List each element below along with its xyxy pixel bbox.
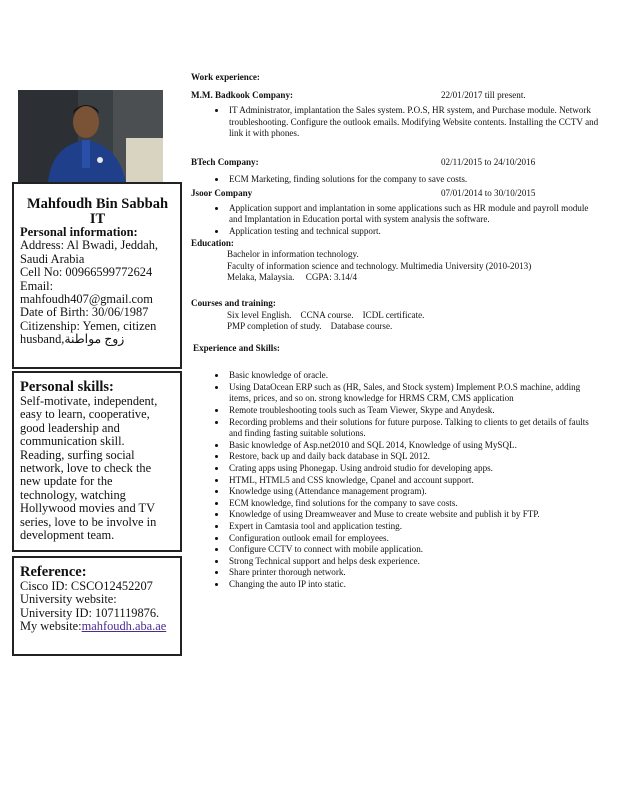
personal-line: Address: Al Bwadi, Jeddah, bbox=[20, 238, 159, 253]
skill-item: • ECM knowledge, find solutions for the company to save costs. bbox=[227, 498, 601, 510]
personal-skills-box bbox=[12, 371, 182, 552]
skill-item: • Basic knowledge of oracle. bbox=[227, 370, 601, 382]
skill-item: • Knowledge using (Attendance management program). bbox=[227, 486, 601, 498]
personal-line: Saudi Arabia bbox=[20, 251, 85, 266]
personal-line: husband,زوج مواطنة bbox=[20, 332, 125, 347]
website-link[interactable]: mahfoudh.aba.ae bbox=[81, 619, 167, 634]
candidate-title: IT bbox=[89, 211, 106, 227]
main-content bbox=[191, 72, 601, 591]
personal-line: mahfoudh407@gmail.com bbox=[20, 292, 153, 307]
skills-line: communication skill. bbox=[20, 434, 125, 449]
courses-line: PMP completion of study. Database course. bbox=[227, 321, 393, 332]
skill-item: • Basic knowledge of Asp.net2010 and SQL 2014, Knowledge of using MySQL. bbox=[227, 440, 601, 452]
skill-item: • Remote troubleshooting tools such as Team Viewer, Skype and Anydesk. bbox=[227, 405, 601, 417]
job-bullet: • Application support and implantation in some applications such as HR module and payroll module and Implantation in Education portal with system analysis the software. bbox=[227, 203, 601, 226]
skill-item: • Share printer thorough network. bbox=[227, 567, 601, 579]
reference-line: University website: bbox=[20, 592, 117, 607]
job-dates: 07/01/2014 to 30/10/2015 bbox=[441, 188, 536, 199]
skills-line: new update for the bbox=[20, 474, 113, 489]
skill-item: • Recording problems and their solutions for future purpose. Talking to clients to get details of faults and finding fasting suitable solutions. bbox=[227, 417, 601, 440]
personal-line: Date of Birth: 30/06/1987 bbox=[20, 305, 149, 320]
job-bullets bbox=[191, 203, 601, 238]
job-header bbox=[191, 157, 601, 169]
education-line: Melaka, Malaysia. CGPA: 3.14/4 bbox=[227, 272, 357, 283]
job-bullet: • IT Administrator, implantation the Sales system. P.O.S, HR system, and Purchase module. Network troubleshooting. Configure the outlook emails. Modifying Website contents. Installing the CCTV and link it with phones. bbox=[227, 105, 601, 140]
job-bullet: • Application testing and technical support. bbox=[227, 226, 601, 238]
reference-box bbox=[12, 556, 182, 656]
job-header bbox=[191, 90, 601, 102]
job-company: Jsoor Company bbox=[191, 188, 253, 199]
skill-item: • Crating apps using Phonegap. Using android studio for developing apps. bbox=[227, 463, 601, 475]
skills-line: Hollywood movies and TV bbox=[20, 501, 156, 516]
job-header bbox=[191, 188, 601, 200]
skill-item: • Changing the auto IP into static. bbox=[227, 579, 601, 591]
skills-line: series, love to be involve in bbox=[20, 514, 157, 529]
skill-item: • Restore, back up and daily back database in SQL 2012. bbox=[227, 451, 601, 463]
skill-item: • HTML, HTML5 and CSS knowledge, Cpanel and account support. bbox=[227, 475, 601, 487]
personal-info-heading: Personal information: bbox=[20, 225, 138, 239]
website-line bbox=[20, 620, 175, 633]
personal-info-box bbox=[12, 182, 182, 369]
skill-item: • Expert in Camtasia tool and application testing. bbox=[227, 521, 601, 533]
job-dates: 22/01/2017 till present. bbox=[441, 89, 526, 100]
education-line: Faculty of information science and technology. Multimedia University (2010-2013) bbox=[227, 260, 532, 271]
profile-photo-image bbox=[18, 90, 163, 182]
education-heading: Education: bbox=[191, 237, 234, 248]
job-bullet: • ECM Marketing, finding solutions for the company to save costs. bbox=[227, 174, 601, 186]
skill-item: • Configuration outlook email for employees. bbox=[227, 533, 601, 545]
profile-photo bbox=[18, 90, 163, 182]
job-company: M.M. Badkook Company: bbox=[191, 89, 294, 100]
skill-item: • Knowledge of using Dreamweaver and Muse to create website and publish it by FTP. bbox=[227, 509, 601, 521]
skills-line: easy to learn, cooperative, bbox=[20, 407, 150, 422]
education-line: Bachelor in information technology. bbox=[227, 249, 359, 260]
job-company: BTech Company: bbox=[191, 156, 259, 167]
reference-line: University ID: 1071119876. bbox=[20, 605, 160, 620]
website-label: My website: bbox=[20, 619, 82, 634]
reference-heading: Reference: bbox=[20, 564, 87, 580]
personal-skills-heading: Personal skills: bbox=[20, 379, 114, 395]
skills-line: Reading, surfing social bbox=[20, 447, 135, 462]
skill-item: • Configure CCTV to connect with mobile application. bbox=[227, 544, 601, 556]
experience-skills-list bbox=[191, 370, 601, 590]
courses-heading: Courses and training: bbox=[191, 297, 276, 308]
reference-line: Cisco ID: CSCO12452207 bbox=[20, 579, 153, 593]
job-bullets bbox=[191, 105, 601, 140]
courses-line: Six level English. CCNA course. ICDL certificate. bbox=[227, 309, 425, 320]
skills-line: Self-motivate, independent, bbox=[20, 394, 158, 408]
skill-item: • Using DataOcean ERP such as (HR, Sales, and Stock system) Implement P.O.S machine, adding items, prices, and so on. strong knowledge for HRMS CRM, CMS application bbox=[227, 382, 601, 405]
job-dates: 02/11/2015 to 24/10/2016 bbox=[441, 156, 536, 167]
skills-line: network, love to check the bbox=[20, 461, 152, 476]
experience-skills-heading: Experience and Skills: bbox=[193, 342, 280, 353]
personal-line: Cell No: 00966599772624 bbox=[20, 265, 153, 280]
personal-line: Citizenship: Yemen, citizen bbox=[20, 318, 157, 333]
job-bullets bbox=[191, 174, 601, 186]
candidate-name: Mahfoudh Bin Sabbah bbox=[26, 196, 169, 212]
skills-line: technology, watching bbox=[20, 487, 126, 502]
work-experience-heading: Work experience: bbox=[191, 72, 260, 82]
skill-item: • Strong Technical support and helps desk experience. bbox=[227, 556, 601, 568]
skills-line: good leadership and bbox=[20, 420, 120, 435]
personal-line: Email: bbox=[20, 278, 54, 293]
skills-line: development team. bbox=[20, 528, 115, 543]
